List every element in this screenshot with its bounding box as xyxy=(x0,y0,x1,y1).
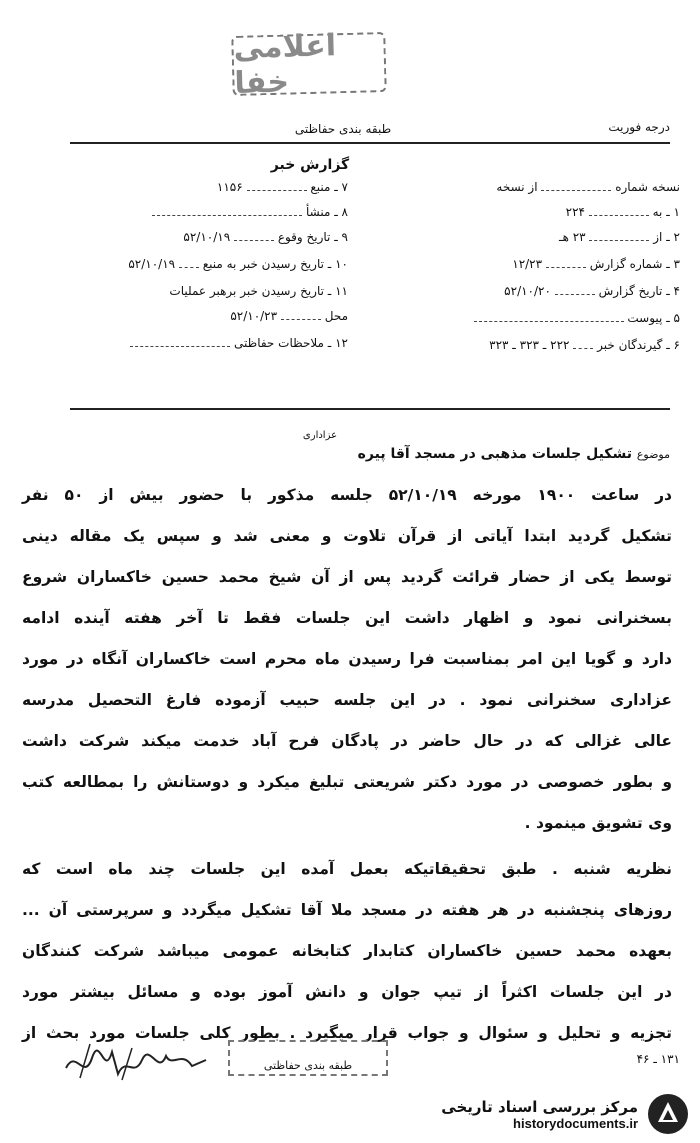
opinion-line: در این جلسات اکثراً از تیپ جوان و دانش آموز بوده و مسائل بیشتر مورد xyxy=(22,983,672,1001)
body-line: بسخنرانی نمود و اظهار داشت این جلسات فقط تا آخر هفته آینده ادامه xyxy=(22,609,672,627)
body-line: و بطور خصوصی در مورد دکتر شریعتی تبلیغ میکرد و دوستانش را بمطالعه کتب xyxy=(22,773,672,791)
body-line: عالی غزالی که در حال حاضر در پادگان فرح آباد خدمت میکند شرکت داشت xyxy=(22,732,672,750)
field-security-notes: ۱۲ ـ ملاحظات حفاظتی xyxy=(30,336,348,363)
archive-logo-icon xyxy=(646,1092,690,1136)
opinion-line: نظریه شنبه . طبق تحقیقاتیکه بعمل آمده این جلسات چند ماه است که xyxy=(22,860,672,878)
field-from: ۲ ـ از ۲۳ هـ xyxy=(559,230,680,244)
field-attachment: ۵ ـ پیوست xyxy=(380,311,680,338)
footer-stamp-text: طبقه بندی حفاظتی xyxy=(263,1059,353,1072)
subject-label: موضوع xyxy=(636,448,670,461)
field-recipients: ۶ ـ گیرندگان خبر ۲۲۲ ـ ۳۲۳ ـ ۳۲۳ xyxy=(489,338,680,352)
field-received-by-leader: ۱۱ ـ تاریخ رسیدن خبر برهبر عملیات xyxy=(169,284,348,298)
field-source: ۷ ـ منبع ۱۱۵۶ xyxy=(216,180,348,194)
subject-line xyxy=(200,446,670,462)
classification-stamp xyxy=(231,28,387,101)
body-line: تشکیل گردید ابتدا آیاتی از قرآن تلاوت و معنی شد و سپس یک مقاله دینی xyxy=(22,527,672,545)
archive-watermark xyxy=(390,1090,690,1138)
field-report-number: ۳ ـ شماره گزارش ۱۲/۲۳ xyxy=(512,257,680,271)
subject-text: تشکیل جلسات مذهبی در مسجد آقا پیره xyxy=(357,446,632,462)
priority-label: درجه فوریت xyxy=(608,120,670,134)
right-fields xyxy=(380,180,680,365)
field-received-by-source: ۱۰ ـ تاریخ رسیدن خبر به منبع ۵۲/۱۰/۱۹ xyxy=(128,257,348,271)
stamp-text: اعلامی خفا xyxy=(233,28,337,101)
body-line: در ساعت ۱۹۰۰ مورخه ۵۲/۱۰/۱۹ جلسه مذکور با حضور بیش از ۵۰ نفر xyxy=(22,486,672,504)
body-line: توسط یکی از حضار قرائت گردید پس از آن شیخ محمد حسین خاکساران شروع xyxy=(22,568,672,586)
watermark-title: مرکز بررسی اسناد تاریخی xyxy=(441,1097,638,1116)
body-line: وی تشویق مینمود . xyxy=(524,814,672,832)
left-fields xyxy=(30,180,348,363)
field-event-date: ۹ ـ تاریخ وقوع ۵۲/۱۰/۱۹ xyxy=(183,230,348,244)
opinion-line: بعهده محمد حسین خاکساران کتابدار کتابخانه عمومی میباشد شرکت کنندگان xyxy=(22,942,672,960)
page-code: ۱۳۱ ـ ۴۶ xyxy=(636,1052,680,1066)
opinion-line: روزهای پنجشنبه در هر هفته در مسجد ملا آقا تشکیل میگردد و سرپرستی آن ... xyxy=(22,901,672,919)
field-to: ۱ ـ به ۲۲۴ xyxy=(565,205,680,219)
body-line: عزاداری سخنرانی نمود . در این جلسه حبیب آزموده فارغ التحصیل مدرسه xyxy=(22,691,672,709)
classification-label: طبقه بندی حفاظتی xyxy=(294,122,392,136)
report-title: گزارش خبر xyxy=(270,157,350,173)
field-report-date: ۴ ـ تاریخ گزارش ۵۲/۱۰/۲۰ xyxy=(504,284,680,298)
subject-annotation: عزاداری xyxy=(302,430,338,441)
watermark-text xyxy=(390,1098,638,1131)
header-divider xyxy=(70,142,670,144)
footer-classification-stamp xyxy=(228,1040,388,1076)
opinion-line: تجزیه و تحلیل و سئوال و جواب قرار میگیرد . بطور کلی جلسات مورد بحث از xyxy=(22,1024,672,1042)
watermark-site: historydocuments.ir xyxy=(513,1115,638,1131)
signature xyxy=(62,1038,212,1086)
body-line: دارد و گویا این امر بمناسبت فرا رسیدن ماه محرم است خاکساران آنگاه در مورد xyxy=(22,650,672,668)
field-origin: ۸ ـ منشأ xyxy=(30,205,348,230)
field-copy-number: نسخه شماره از نسخه xyxy=(496,180,680,194)
field-location: محل ۵۲/۱۰/۲۳ xyxy=(230,309,348,323)
fields-divider xyxy=(70,408,670,410)
